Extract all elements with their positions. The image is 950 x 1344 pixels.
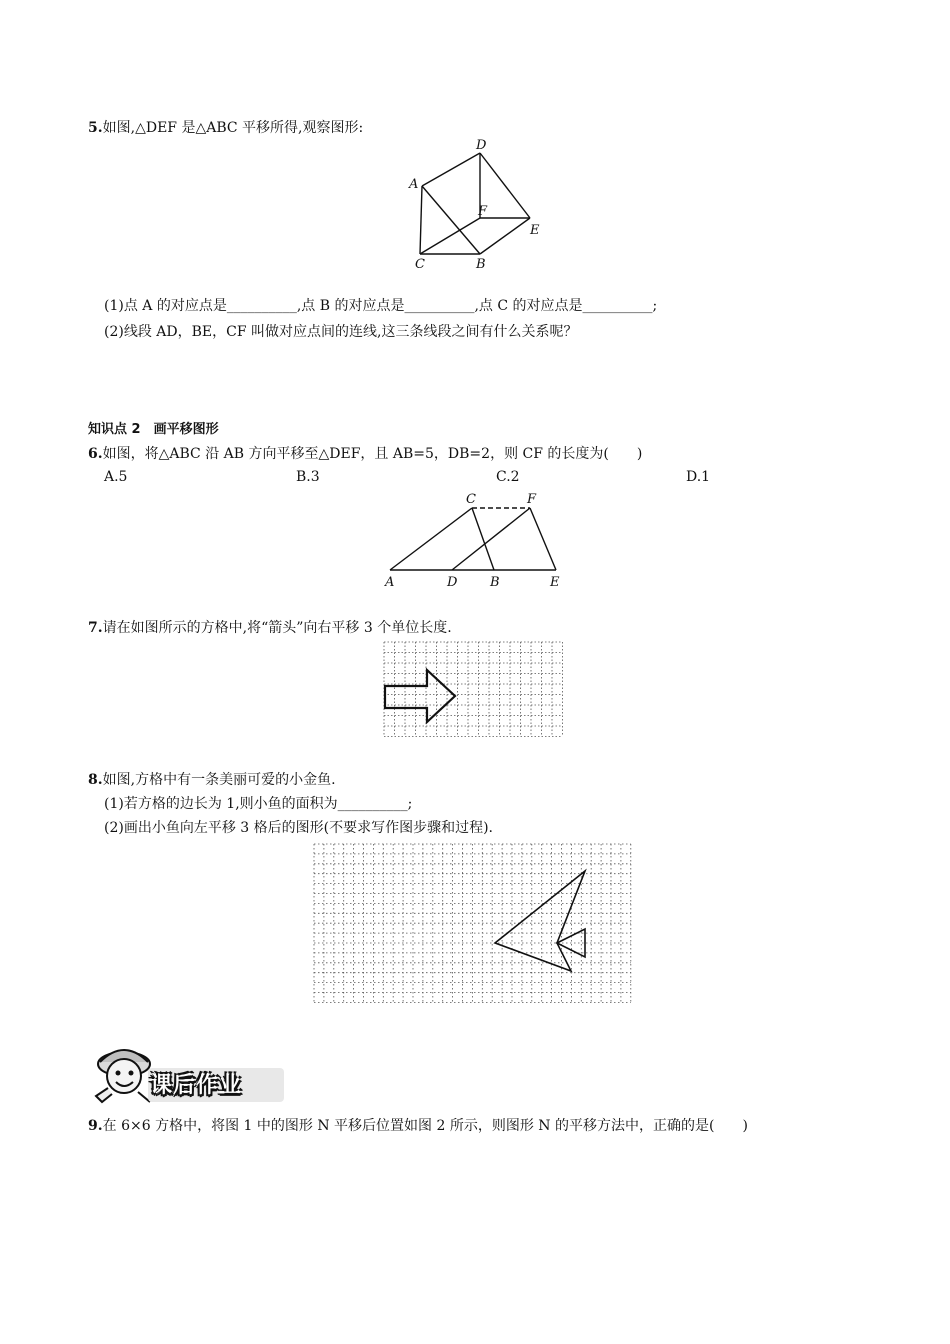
q7-arrow-shape [385, 670, 455, 722]
q8-part2: (2)画出小鱼向左平移 3 格后的图形(不要求写作图步骤和过程). [104, 820, 494, 836]
q9-stem-line [88, 1116, 748, 1136]
q6-stem: 如图，将△ABC 沿 AB 方向平移至△DEF，且 AB=5，DB=2，则 CF 的长度为( ) [102, 446, 643, 462]
q8-stem-line [88, 770, 336, 790]
banner-label: 课后作业 [150, 1073, 243, 1098]
q5-label-C: C [415, 257, 425, 272]
q5-label-A: A [409, 177, 419, 192]
q5-number: 5. [88, 120, 103, 136]
q8-dotted-grid [314, 844, 631, 1002]
q5-label-E: E [530, 223, 540, 238]
q5-edge-CF [420, 218, 480, 254]
q5-part1: (1)点 A 的对应点是__________,点 B 的对应点是__________,点 C 的对应点是__________; [104, 298, 658, 314]
q5-edge-AB [422, 186, 480, 254]
q5-edge-BE [480, 218, 530, 254]
homework-banner [88, 1038, 284, 1106]
q6-stem-line [88, 444, 642, 464]
q7-dotted-grid [384, 642, 563, 737]
q6-label-D: D [447, 575, 458, 590]
q5-label-D: D [476, 138, 487, 153]
q6-edge-FE [530, 508, 556, 570]
q5-edge-DE [480, 153, 530, 218]
q5-stem-line [88, 118, 363, 138]
q6-label-F: F [527, 492, 537, 507]
q6-label-A: A [385, 575, 395, 590]
q5-stem: 如图,△DEF 是△ABC 平移所得,观察图形: [102, 120, 364, 136]
q6-label-B: B [490, 575, 500, 590]
q8-stem: 如图,方格中有一条美丽可爱的小金鱼. [102, 772, 336, 788]
q6-figure [380, 488, 570, 592]
q6-option-b: B.3 [296, 469, 320, 485]
q8-part1: (1)若方格的边长为 1,则小鱼的面积为__________; [104, 796, 413, 812]
q6-option-a: A.5 [104, 469, 128, 485]
q5-part2: (2)线段 AD，BE，CF 叫做对应点间的连线,这三条线段之间有什么关系呢？ [104, 324, 578, 340]
q8-number: 8. [88, 772, 103, 788]
q5-label-B: B [476, 257, 486, 272]
q6-label-E: E [550, 575, 560, 590]
q5-figure [400, 138, 560, 270]
q9-number: 9. [88, 1118, 103, 1134]
q5-edge-AD [422, 153, 480, 186]
q7-stem: 请在如图所示的方格中,将“箭头”向右平移 3 个单位长度. [102, 620, 452, 636]
q5-edge-AC [420, 186, 422, 254]
q9-stem: 在 6×6 方格中，将图 1 中的图形 N 平移后位置如图 2 所示，则图形 N 的平移方法中，正确的是( ) [102, 1118, 748, 1134]
q6-edge-AC [390, 508, 472, 570]
section-title: 知识点 2 画平移图形 [88, 422, 219, 437]
q6-option-c: C.2 [496, 469, 520, 485]
q7-grid-figure [382, 640, 570, 742]
q5-label-F: F [478, 204, 488, 219]
q6-number: 6. [88, 446, 103, 462]
q7-number: 7. [88, 620, 103, 636]
q7-stem-line [88, 618, 452, 638]
q6-option-d: D.1 [686, 469, 711, 485]
q8-grid-figure [313, 843, 633, 1003]
q6-label-C: C [466, 492, 476, 507]
